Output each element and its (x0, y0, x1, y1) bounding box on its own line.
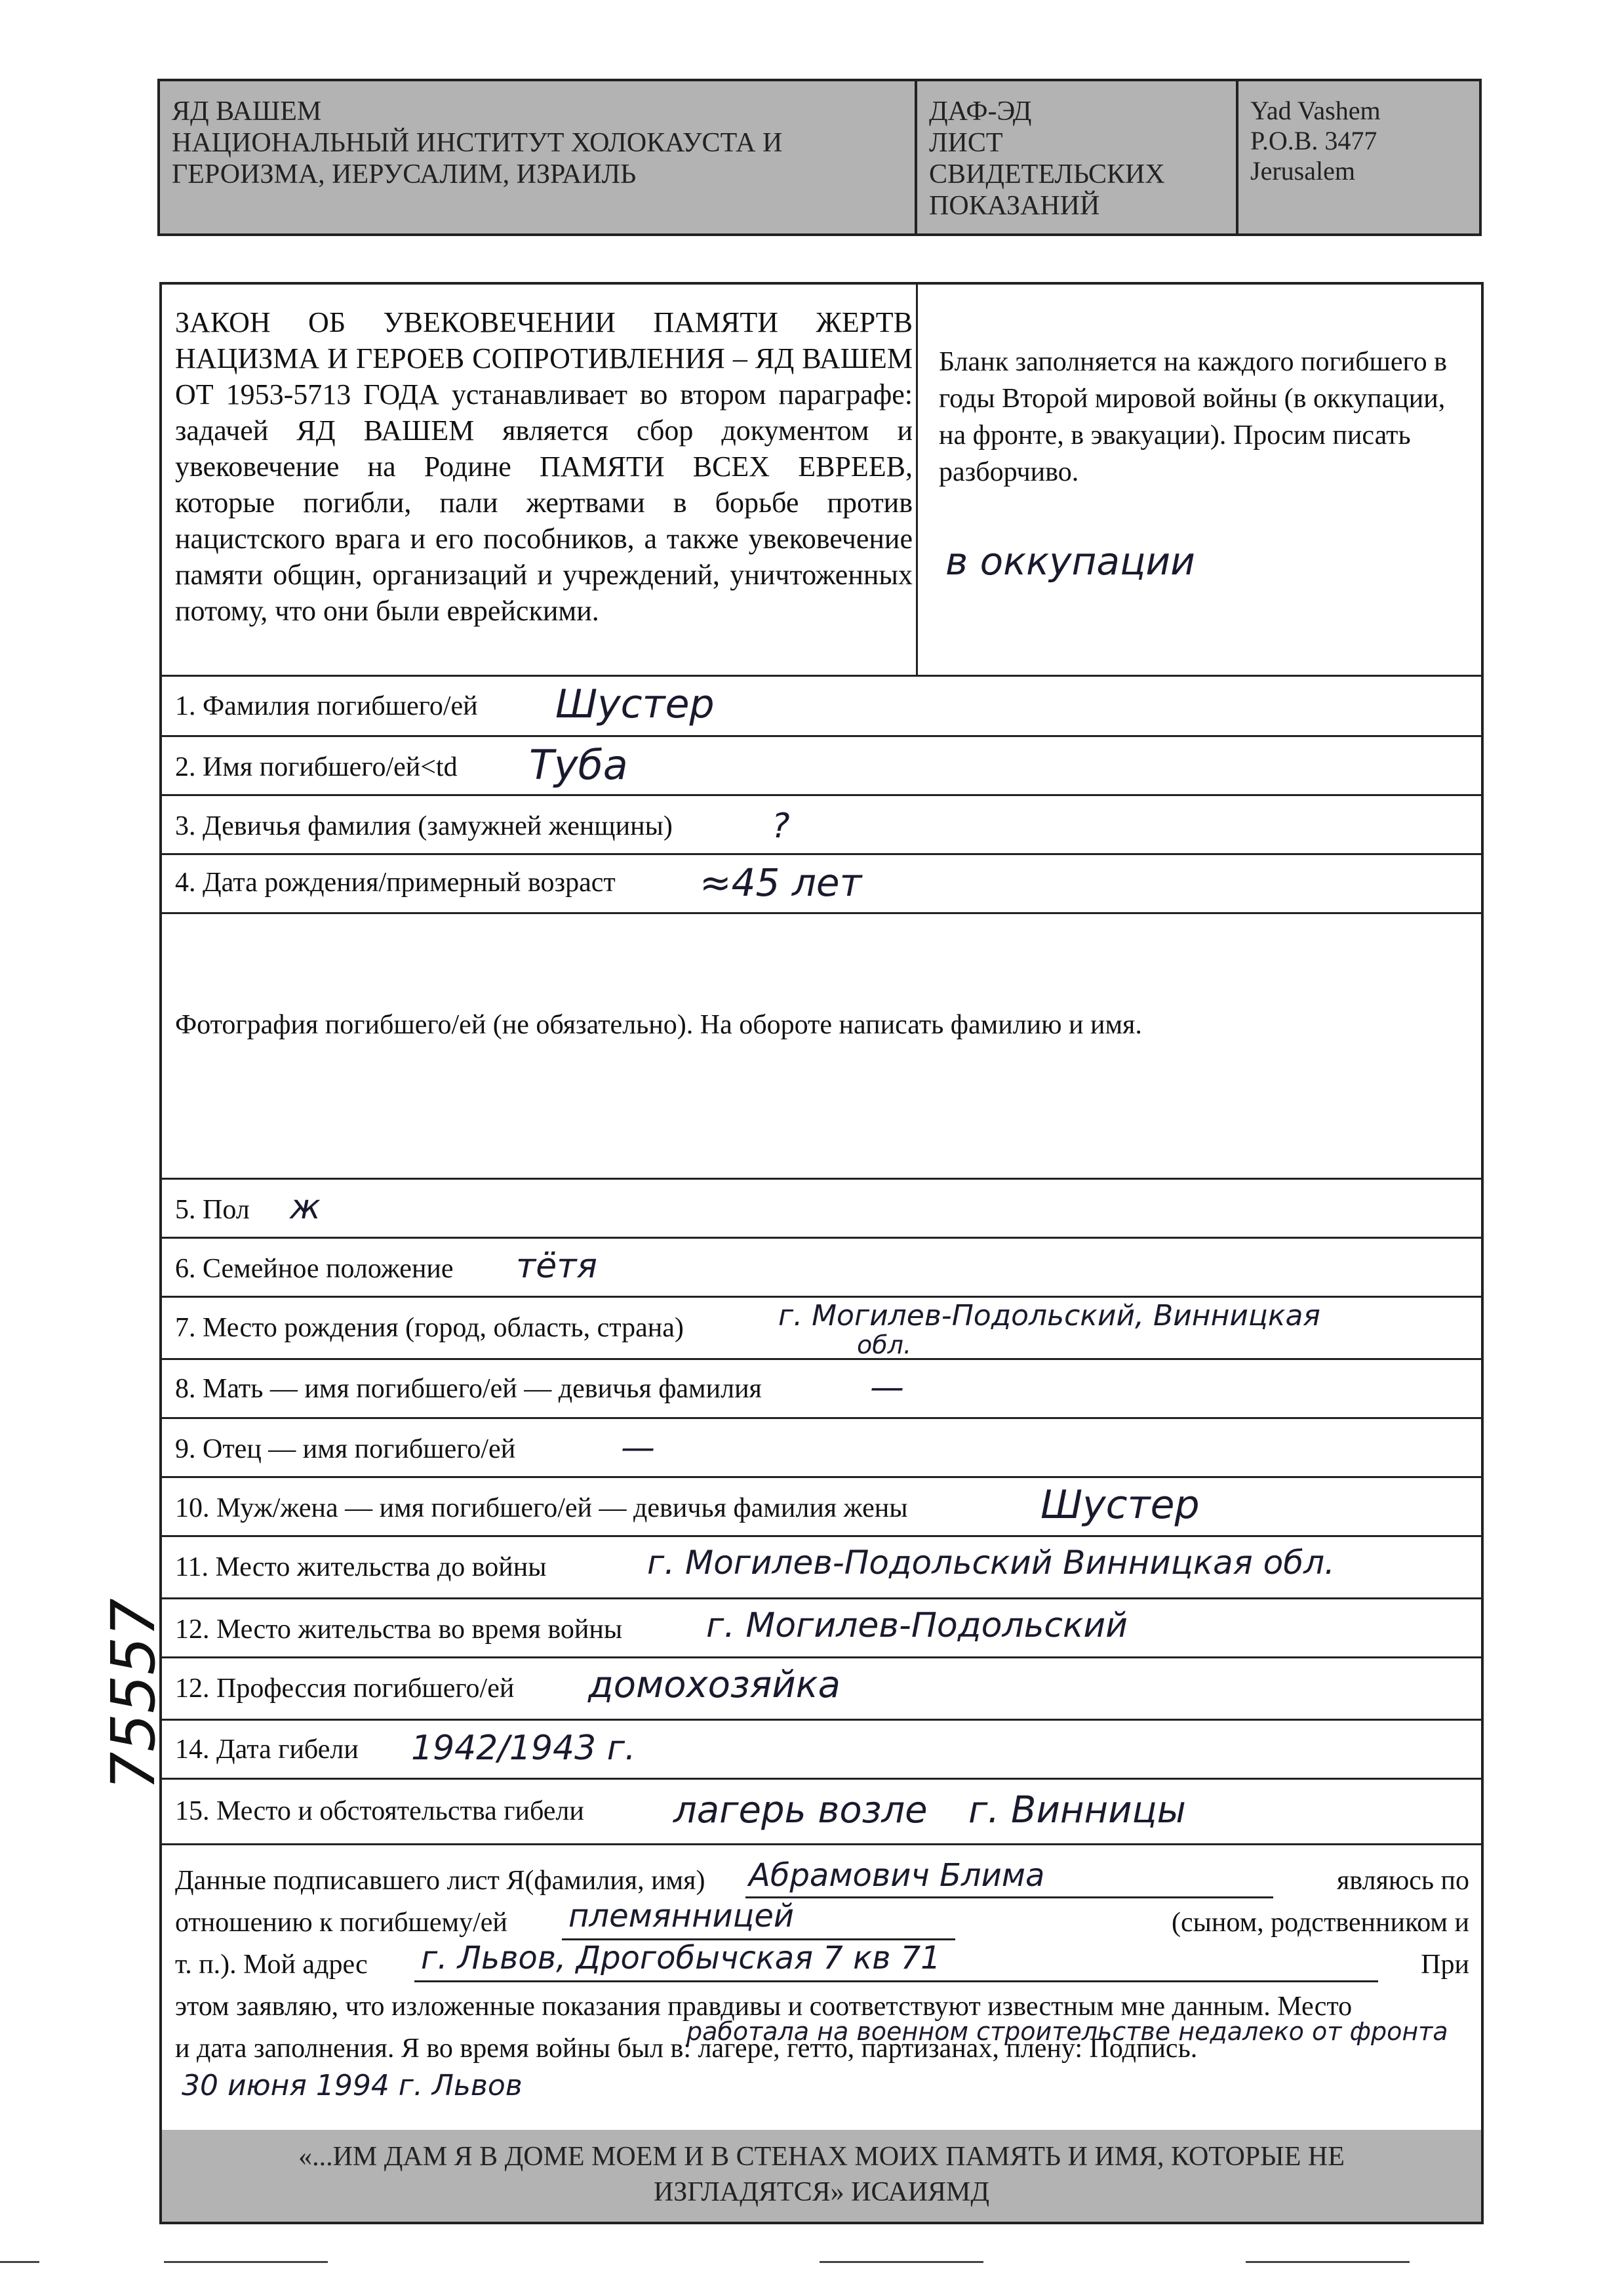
field-label: 6. Семейное положение (175, 1254, 454, 1284)
field-row-birth-date (162, 855, 1481, 914)
field-label: 2. Имя погибшего/ей<td (175, 752, 458, 782)
field-label: 9. Отец — имя погибшего/ей (175, 1434, 516, 1464)
declaration-line-2a: отношению к погибшему/ей (175, 1908, 507, 1938)
archive-number: 75557 (98, 1598, 168, 1790)
field-value-family-status[interactable]: тётя (516, 1247, 597, 1286)
header-address-line: Yad Vashem (1250, 96, 1381, 125)
field-label: 4. Дата рождения/примерный возраст (175, 868, 616, 898)
handwritten-note[interactable]: в оккупации (945, 539, 1195, 584)
field-label: 12. Профессия погибшего/ей (175, 1673, 515, 1704)
field-value-spouse[interactable]: Шустер (1040, 1482, 1200, 1528)
header-address-line: P.O.B. 3477 (1250, 126, 1377, 155)
field-value-mother[interactable]: — (870, 1368, 904, 1407)
header-address (1238, 81, 1479, 233)
field-value-gender[interactable]: ж (290, 1188, 321, 1227)
isaiah-quote (162, 2130, 1481, 2222)
form-header (157, 79, 1482, 236)
header-title-line: ЛИСТ (929, 128, 1003, 158)
header-institute-line: ГЕРОИЗМА, ИЕРУСАЛИМ, ИЗРАИЛЬ (172, 159, 637, 190)
signer-relationship[interactable]: племянницей (568, 1898, 795, 1934)
photo-row (162, 914, 1481, 1180)
photo-instruction: Фотография погибшего/ей (не обязательно). На обороте написать фамилию и имя. (175, 1010, 1142, 1040)
field-label: 10. Муж/жена — имя погибшего/ей — девичья фамилия жены (175, 1493, 908, 1523)
field-value-birthplace-region[interactable]: обл. (857, 1331, 912, 1359)
field-value-birthplace[interactable]: г. Могилев-Подольский, Винницкая (778, 1299, 1320, 1332)
footer-rule (164, 2261, 328, 2263)
field-label: 11. Место жительства до войны (175, 1552, 547, 1582)
quote-line: «...ИМ ДАМ Я В ДОМЕ МОЕМ И В СТЕНАХ МОИХ ПАМЯТЬ И ИМЯ, КОТОРЫЕ НЕ (298, 2142, 1345, 2172)
field-value-death-place[interactable]: лагерь возле (673, 1789, 928, 1832)
footer-rule (0, 2261, 39, 2263)
instructions-text: Бланк заполняется на каждого погибшего в годы Второй мировой войны (в оккупации, на фронте, в эвакуации). Просим писать разборчиво. (939, 347, 1448, 487)
field-row-wartime-residence (162, 1599, 1481, 1658)
field-label: 7. Место рождения (город, область, страна) (175, 1313, 684, 1343)
field-value-surname[interactable]: Шустер (555, 681, 715, 727)
signer-name-underline (745, 1896, 1273, 1898)
wartime-activity[interactable]: работала на военном строительстве недалеко от фронта (686, 2017, 1448, 2046)
declaration-line-5: и дата заполнения. Я во время войны был в: лагере, гетто, партизанах, плену: Подпись. (175, 2033, 1198, 2064)
field-label: 12. Место жительства во время войны (175, 1614, 623, 1645)
field-row-death-date (162, 1721, 1481, 1780)
field-label: 8. Мать — имя погибшего/ей — девичья фамилия (175, 1374, 762, 1404)
field-row-gender (162, 1180, 1481, 1239)
field-row-spouse (162, 1478, 1481, 1537)
header-institute (160, 81, 917, 233)
intro-divider (916, 285, 918, 675)
field-row-surname (162, 675, 1481, 737)
field-row-profession (162, 1658, 1481, 1721)
intro-section (162, 285, 1481, 677)
address-underline (414, 1980, 1378, 1982)
header-title-line: ДАФ-ЭД (929, 96, 1032, 127)
field-label: 1. Фамилия погибшего/ей (175, 691, 478, 721)
field-label: 15. Место и обстоятельства гибели (175, 1796, 584, 1826)
law-text: ЗАКОН ОБ УВЕКОВЕЧЕНИИ ПАМЯТИ ЖЕРТВ НАЦИЗМА И ГЕРОЕВ СОПРОТИВЛЕНИЯ – ЯД ВАШЕМ ОТ 1953-5713 ГОДА устанавливает во втором параграфе: задачей ЯД ВАШЕМ является сбор документом и увековечение на Родине ПАМЯТИ ВСЕХ ЕВРЕЕВ, которые погибли, пали жертвами в борьбе против нацистского врага и его пособников, а также увековечение памяти общин, организаций и учреждений, уничтоженных потому, что они были еврейскими. (175, 306, 913, 627)
footer-rule (820, 2261, 983, 2263)
header-address-line: Jerusalem (1250, 156, 1355, 186)
field-label: 3. Девичья фамилия (замужней женщины) (175, 811, 673, 841)
field-label: 5. Пол (175, 1195, 250, 1225)
declaration-line-3b: При (1421, 1950, 1469, 1980)
header-title-line: ПОКАЗАНИЙ (929, 191, 1100, 221)
field-value-first-name[interactable]: Туба (529, 741, 628, 789)
field-value-death-date[interactable]: 1942/1943 г. (411, 1729, 636, 1768)
declaration-line-3a: т. п.). Мой адрес (175, 1950, 368, 1980)
field-row-first-name (162, 737, 1481, 796)
signer-address[interactable]: г. Львов, Дрогобычская 7 кв 71 (421, 1940, 941, 1976)
declaration-line-2b: (сыном, родственником и (1172, 1908, 1469, 1938)
field-row-family-status (162, 1239, 1481, 1298)
field-value-birth-date[interactable]: ≈45 лет (700, 860, 862, 905)
field-value-death-place-city[interactable]: г. Винницы (968, 1789, 1186, 1832)
field-row-birthplace (162, 1298, 1481, 1360)
declaration-section (162, 1845, 1481, 2134)
field-row-father (162, 1419, 1481, 1478)
field-value-maiden-name[interactable]: ? (772, 807, 790, 846)
field-value-prewar-residence[interactable]: г. Могилев-Подольский Винницкая обл. (647, 1544, 1335, 1582)
header-institute-line: НАЦИОНАЛЬНЫЙ ИНСТИТУТ ХОЛОКАУСТА И (172, 128, 783, 158)
field-value-wartime-residence[interactable]: г. Могилев-Подольский (706, 1606, 1128, 1645)
quote-line: ИЗГЛАДЯТСЯ» ИСАИЯМД (653, 2177, 990, 2207)
header-title-line: СВИДЕТЕЛЬСКИХ (929, 159, 1165, 190)
field-row-mother (162, 1360, 1481, 1419)
declaration-line-1a: Данные подписавшего лист Я(фамилия, имя) (175, 1866, 705, 1896)
header-form-title (917, 81, 1238, 233)
footer-rule (1246, 2261, 1410, 2263)
field-value-father[interactable]: — (621, 1428, 655, 1468)
field-label: 14. Дата гибели (175, 1734, 359, 1765)
field-row-maiden-name (162, 796, 1481, 855)
field-value-profession[interactable]: домохозяйка (588, 1664, 841, 1706)
signer-name[interactable]: Абрамович Блима (749, 1857, 1045, 1894)
testimony-form (159, 282, 1484, 2224)
declaration-line-1b: являюсь по (1336, 1866, 1469, 1896)
field-row-death-place (162, 1780, 1481, 1845)
declaration-line-4: этом заявляю, что изложенные показания правдивы и соответствуют известным мне данным. Место (175, 1992, 1353, 2022)
header-institute-line: ЯД ВАШЕМ (172, 96, 322, 127)
field-row-prewar-residence (162, 1537, 1481, 1599)
signature-date[interactable]: 30 июня 1994 г. Львов (182, 2069, 523, 2102)
